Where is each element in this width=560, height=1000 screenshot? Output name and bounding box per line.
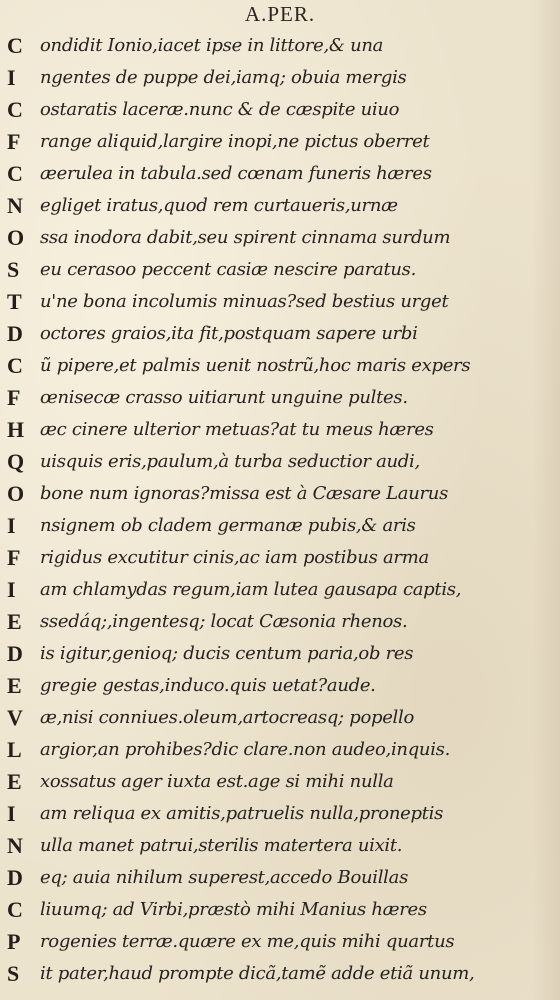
verse-line xyxy=(0,254,560,286)
verse-text: egliget iratus,quod rem curtaueris,urnæ xyxy=(40,195,398,216)
verse-initial-letter: N xyxy=(7,833,23,858)
verse-line xyxy=(0,638,560,670)
verse-text: it pater,haud prompte dicã,tamẽ adde etiã unum, xyxy=(40,963,475,984)
verse-initial-letter: Q xyxy=(7,449,25,474)
verse-text: is igitur,genioq; ducis centum paria,ob res xyxy=(40,643,414,664)
verse-text: ondidit Ionio,iacet ipse in littore,& una xyxy=(40,35,384,56)
verse-block xyxy=(0,30,560,990)
verse-initial-letter: F xyxy=(7,385,21,410)
verse-initial-letter: I xyxy=(7,577,16,602)
verse-initial-letter: T xyxy=(7,289,22,314)
verse-line xyxy=(0,766,560,798)
verse-line xyxy=(0,94,560,126)
verse-initial-letter: C xyxy=(7,33,23,58)
verse-line xyxy=(0,702,560,734)
verse-line xyxy=(0,574,560,606)
verse-initial-letter: F xyxy=(7,545,21,570)
verse-initial-letter: S xyxy=(7,257,20,282)
verse-line xyxy=(0,830,560,862)
verse-initial-letter: F xyxy=(7,129,21,154)
verse-line xyxy=(0,542,560,574)
verse-text: uisquis eris,paulum,à turba seductior audi, xyxy=(40,451,420,472)
verse-initial-letter: O xyxy=(7,225,25,250)
verse-initial-letter: D xyxy=(7,865,23,890)
verse-text: octores graios,ita fit,postquam sapere urbi xyxy=(40,323,418,344)
verse-text: eq; auia nihilum superest,accedo Bouillas xyxy=(40,867,409,888)
verse-text: œnisecæ crasso uitiarunt unguine pultes. xyxy=(40,387,408,408)
verse-text: ssedáq;,ingentesq; locat Cæsonia rhenos. xyxy=(40,611,408,632)
verse-text: nsignem ob cladem germanæ pubis,& aris xyxy=(40,515,416,536)
verse-line xyxy=(0,670,560,702)
verse-line xyxy=(0,30,560,62)
verse-line xyxy=(0,286,560,318)
verse-initial-letter: E xyxy=(7,609,22,634)
verse-line xyxy=(0,222,560,254)
verse-initial-letter: D xyxy=(7,321,23,346)
verse-text: xossatus ager iuxta est.age si mihi nulla xyxy=(40,771,394,792)
verse-initial-letter: C xyxy=(7,161,23,186)
verse-line xyxy=(0,158,560,190)
verse-text: u'ne bona incolumis minuas?sed bestius urget xyxy=(40,291,449,312)
verse-line xyxy=(0,318,560,350)
verse-line xyxy=(0,414,560,446)
verse-text: am reliqua ex amitis,patruelis nulla,proneptis xyxy=(40,803,444,824)
verse-text: eu cerasoo peccent casiæ nescire paratus. xyxy=(40,259,417,280)
verse-text: gregie gestas,induco.quis uetat?aude. xyxy=(40,675,376,696)
verse-text: argior,an prohibes?dic clare.non audeo,inquis. xyxy=(40,739,451,760)
verse-line xyxy=(0,446,560,478)
verse-initial-letter: I xyxy=(7,801,16,826)
verse-text: rogenies terræ.quære ex me,quis mihi quartus xyxy=(40,931,455,952)
verse-initial-letter: D xyxy=(7,641,23,666)
verse-initial-letter: L xyxy=(7,737,22,762)
verse-line xyxy=(0,606,560,638)
verse-line xyxy=(0,958,560,990)
verse-line xyxy=(0,798,560,830)
verse-line xyxy=(0,926,560,958)
verse-line xyxy=(0,62,560,94)
running-header xyxy=(0,2,560,32)
verse-initial-letter: C xyxy=(7,97,23,122)
verse-line xyxy=(0,894,560,926)
verse-text: am chlamydas regum,iam lutea gausapa captis, xyxy=(40,579,462,600)
verse-line xyxy=(0,350,560,382)
verse-line xyxy=(0,510,560,542)
verse-text: ulla manet patrui,sterilis matertera uixit. xyxy=(40,835,403,856)
verse-initial-letter: E xyxy=(7,769,22,794)
verse-initial-letter: I xyxy=(7,513,16,538)
verse-initial-letter: P xyxy=(7,929,21,954)
verse-text: æerulea in tabula.sed cœnam funeris hæres xyxy=(40,163,432,184)
verse-line xyxy=(0,190,560,222)
verse-initial-letter: H xyxy=(7,417,25,442)
verse-text: liuumq; ad Virbi,præstò mihi Manius hæres xyxy=(40,899,427,920)
verse-text: range aliquid,largire inopi,ne pictus oberret xyxy=(40,131,430,152)
verse-initial-letter: C xyxy=(7,353,23,378)
verse-text: ssa inodora dabit,seu spirent cinnama surdum xyxy=(40,227,451,248)
verse-line xyxy=(0,862,560,894)
running-header-text: A.PER. xyxy=(244,2,316,26)
verse-initial-letter: I xyxy=(7,65,16,90)
verse-line xyxy=(0,126,560,158)
verse-initial-letter: N xyxy=(7,193,23,218)
verse-text: ostaratis laceræ.nunc & de cæspite uiuo xyxy=(40,99,400,120)
verse-initial-letter: C xyxy=(7,897,23,922)
verse-line xyxy=(0,382,560,414)
verse-text: æc cinere ulterior metuas?at tu meus hæres xyxy=(40,419,434,440)
verse-initial-letter: O xyxy=(7,481,25,506)
verse-text: rigidus excutitur cinis,ac iam postibus arma xyxy=(40,547,429,568)
verse-initial-letter: V xyxy=(7,705,23,730)
verse-line xyxy=(0,734,560,766)
verse-text: bone num ignoras?missa est à Cæsare Laurus xyxy=(40,483,449,504)
verse-text: æ,nisi conniues.oleum,artocreasq; popello xyxy=(40,707,415,728)
verse-line xyxy=(0,478,560,510)
verse-text: ũ pipere,et palmis uenit nostrũ,hoc maris expers xyxy=(40,355,471,376)
verse-initial-letter: S xyxy=(7,961,20,986)
verse-initial-letter: E xyxy=(7,673,22,698)
verse-text: ngentes de puppe dei,iamq; obuia mergis xyxy=(40,67,407,88)
